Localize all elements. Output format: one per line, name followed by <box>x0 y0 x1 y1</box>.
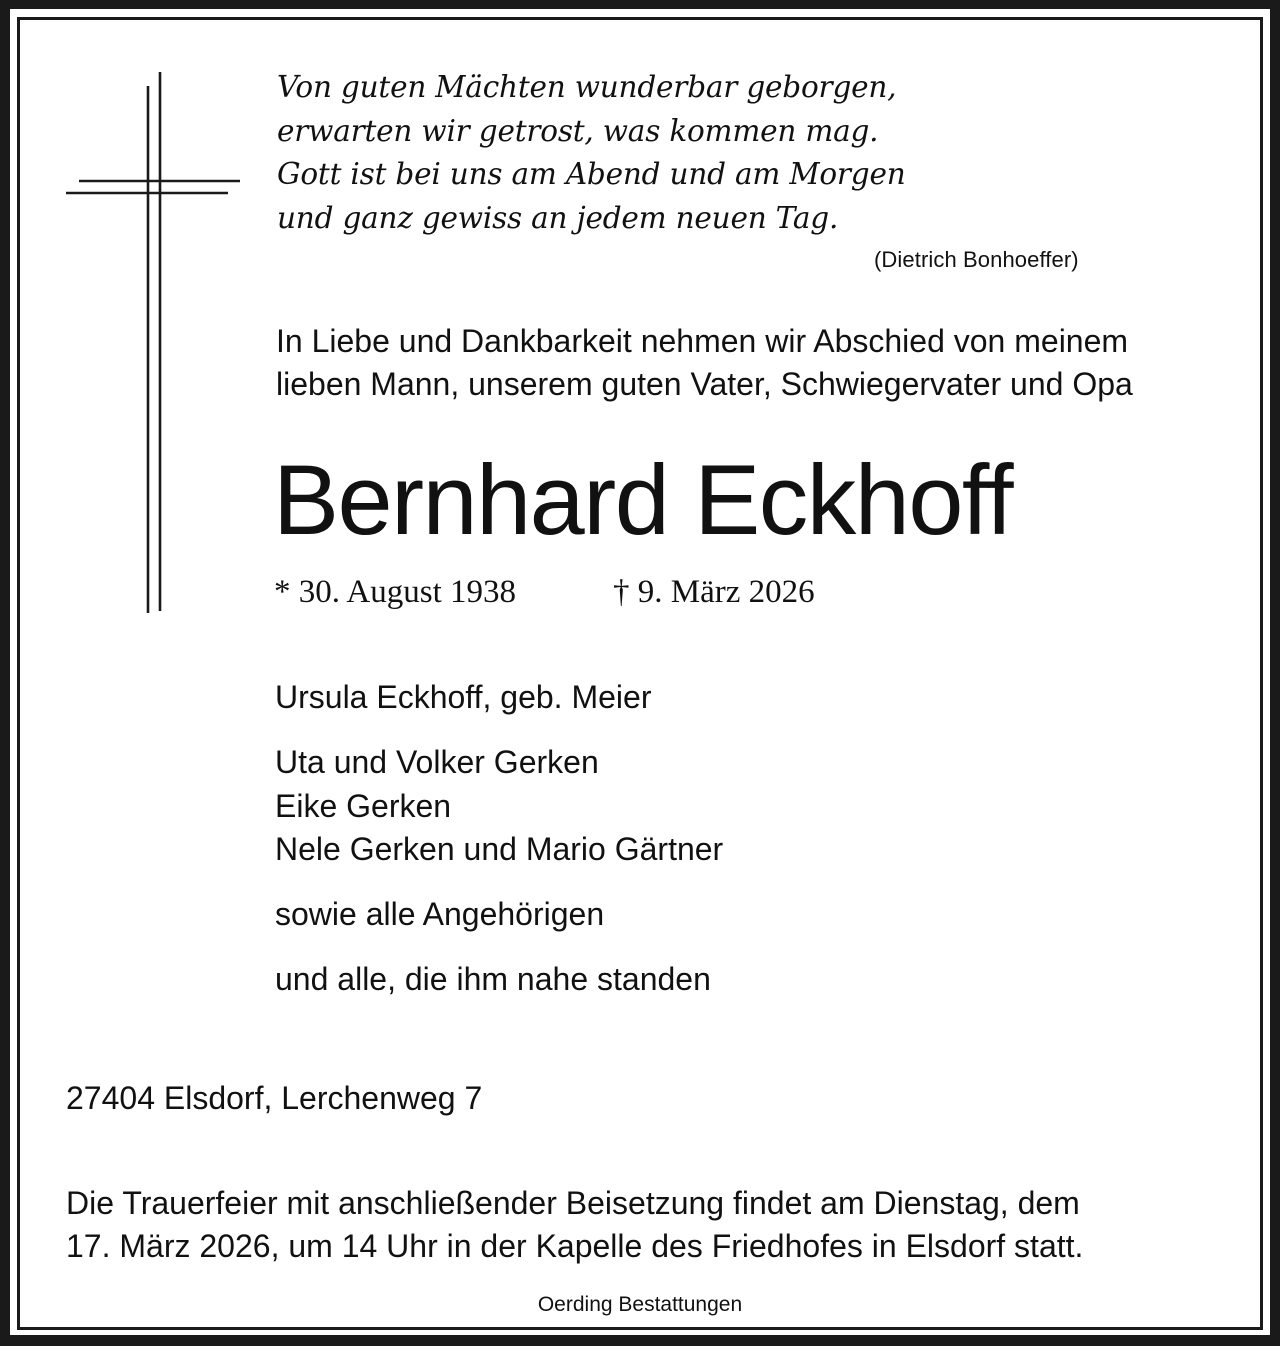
others-line: und alle, die ihm nahe standen <box>275 961 711 997</box>
relatives-line: sowie alle Angehörigen <box>275 896 605 932</box>
service-line: 17. März 2026, um 14 Uhr in der Kapelle des Friedhofes in Elsdorf statt. <box>66 1228 1084 1264</box>
poem-line: Von guten Mächten wunderbar geborgen, <box>277 70 897 104</box>
funeral-service-info <box>66 1182 1083 1268</box>
intro-line: In Liebe und Dankbarkeit nehmen wir Abschied von meinem <box>276 323 1129 359</box>
intro-text <box>276 320 1133 406</box>
poem <box>277 66 906 240</box>
family-member: Eike Gerken <box>275 788 452 824</box>
undertaker-name: Oerding Bestattungen <box>537 1293 743 1316</box>
mourning-address: 27404 Elsdorf, Lerchenweg 7 <box>66 1080 483 1116</box>
death-date: † 9. März 2026 <box>613 574 815 610</box>
intro-line: lieben Mann, unserem guten Vater, Schwiegervater und Opa <box>276 366 1133 402</box>
poem-line: und ganz gewiss an jedem neuen Tag. <box>277 200 839 235</box>
deceased-name: Bernhard Eckhoff <box>273 444 1013 555</box>
family-member: Uta und Volker Gerken <box>275 744 599 780</box>
service-line: Die Trauerfeier mit anschließender Beisetzung findet am Dienstag, dem <box>66 1185 1080 1221</box>
birth-date: * 30. August 1938 <box>274 574 517 610</box>
poem-line: erwarten wir getrost, was kommen mag. <box>277 113 879 148</box>
poem-line: Gott ist bei uns am Abend und am Morgen <box>277 157 906 191</box>
poem-author: (Dietrich Bonhoeffer) <box>874 247 1079 272</box>
family-member: Nele Gerken und Mario Gärtner <box>275 831 724 867</box>
spouse-name: Ursula Eckhoff, geb. Meier <box>275 679 652 715</box>
